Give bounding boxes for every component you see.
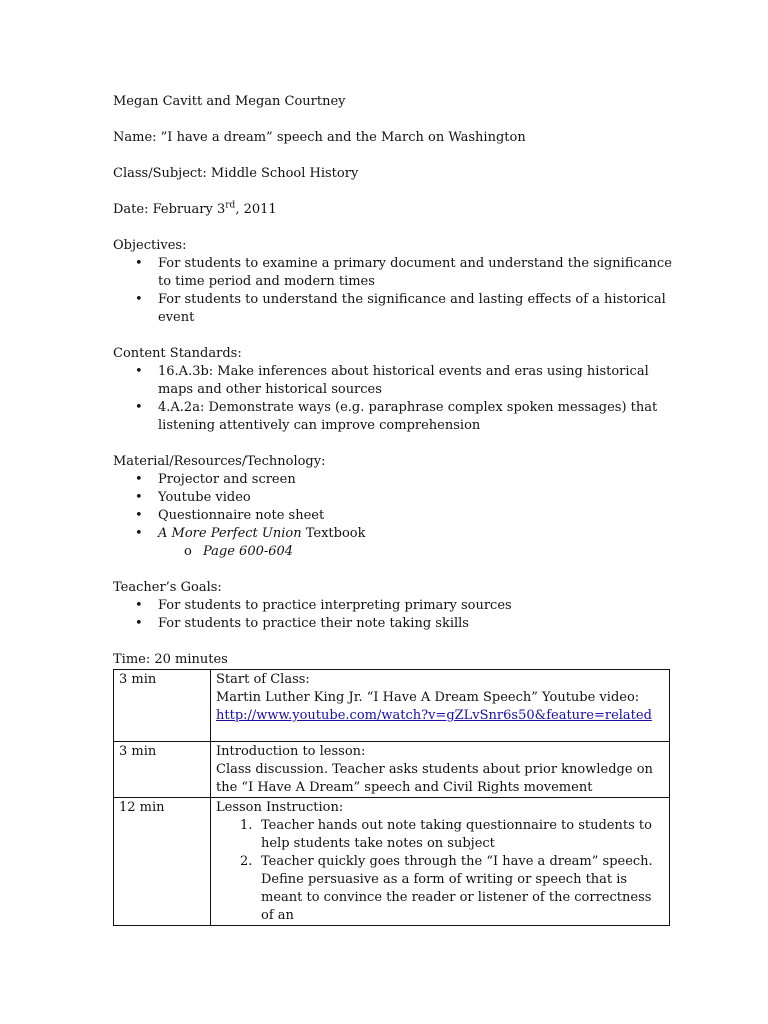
date-ordinal: rd [225,200,236,211]
date-prefix: Date: February 3 [113,202,226,217]
activity-text: Class discussion. Teacher asks students about prior knowledge on the “I Have A Dream” speech and Civil Rights movement [216,762,653,795]
materials-list [113,471,673,561]
textbook-suffix: Textbook [301,526,366,541]
activity-title: Start of Class: [216,672,310,687]
instruction-steps [216,817,664,925]
step-text: Teacher hands out note taking questionnaire to students to help students take notes on subject [261,818,652,851]
document-page [113,93,673,926]
textbook-sublist [113,543,673,561]
standard-text: 16.A.3b: Make inferences about historical events and eras using historical maps and other historical sources [158,364,649,397]
teacher-goals-heading: Teacher’s Goals: [113,580,222,595]
time-cell: 3 min [114,670,211,742]
activity-text: Martin Luther King Jr. “I Have A Dream Speech” Youtube video: [216,690,640,705]
bullet-icon: • [135,490,143,505]
list-item [113,489,673,507]
date-suffix: , 2011 [235,202,277,217]
activity-cell [211,742,670,798]
material-text: Youtube video [158,490,251,505]
list-item [113,399,673,435]
step-text: Teacher quickly goes through the “I have a dream” speech. Define persuasive as a form of writing or speech that is meant to convince the reader or listener of the correctness of an [261,854,653,923]
bullet-icon: • [135,508,143,523]
goal-text: For students to practice their note taking skills [158,616,469,631]
list-item [113,471,673,489]
bullet-icon: • [135,472,143,487]
table-row [114,742,670,798]
objectives-heading: Objectives: [113,238,187,253]
activity-cell [211,670,670,742]
activity-cell [211,798,670,926]
circle-bullet-icon: o [184,544,192,559]
objectives-list [113,255,673,327]
activity-title: Lesson Instruction: [216,800,344,815]
bullet-icon: • [135,526,143,541]
content-standards-list [113,363,673,435]
material-text: Projector and screen [158,472,296,487]
bullet-icon: • [135,292,143,307]
authors: Megan Cavitt and Megan Courtney [113,94,346,109]
step-number: 2. [240,854,253,869]
table-row [114,670,670,742]
bullet-icon: • [135,400,143,415]
material-text: Questionnaire note sheet [158,508,325,523]
list-item [113,291,673,327]
step-number: 1. [240,818,253,833]
class-subject: Class/Subject: Middle School History [113,166,359,181]
youtube-link[interactable]: http://www.youtube.com/watch?v=gZLvSnr6s50&feature=related [216,708,652,723]
teacher-goals-list [113,597,673,633]
bullet-icon: • [135,598,143,613]
bullet-icon: • [135,256,143,271]
standard-text: 4.A.2a: Demonstrate ways (e.g. paraphrase complex spoken messages) that listening attentively can improve comprehension [158,400,658,433]
activity-title: Introduction to lesson: [216,744,366,759]
schedule-table [113,669,670,926]
time-cell: 3 min [114,742,211,798]
goal-text: For students to practice interpreting primary sources [158,598,512,613]
materials-heading: Material/Resources/Technology: [113,454,326,469]
bullet-icon: • [135,616,143,631]
time-total: Time: 20 minutes [113,652,228,667]
table-row [114,798,670,926]
list-item [113,255,673,291]
list-item [113,597,673,615]
list-item [216,817,664,853]
lesson-name: Name: ”I have a dream” speech and the March on Washington [113,130,526,145]
lesson-date [113,201,673,219]
bullet-icon: • [135,364,143,379]
list-item [216,853,664,925]
list-item [113,615,673,633]
objective-text: For students to examine a primary document and understand the significance to time period and modern times [158,256,672,289]
list-item [113,363,673,399]
list-item [113,507,673,525]
content-standards-heading: Content Standards: [113,346,242,361]
textbook-title: A More Perfect Union [158,526,302,541]
list-item [113,543,673,561]
time-cell: 12 min [114,798,211,926]
objective-text: For students to understand the significance and lasting effects of a historical event [158,292,666,325]
list-item [113,525,673,561]
textbook-pages: Page 600-604 [203,544,294,559]
